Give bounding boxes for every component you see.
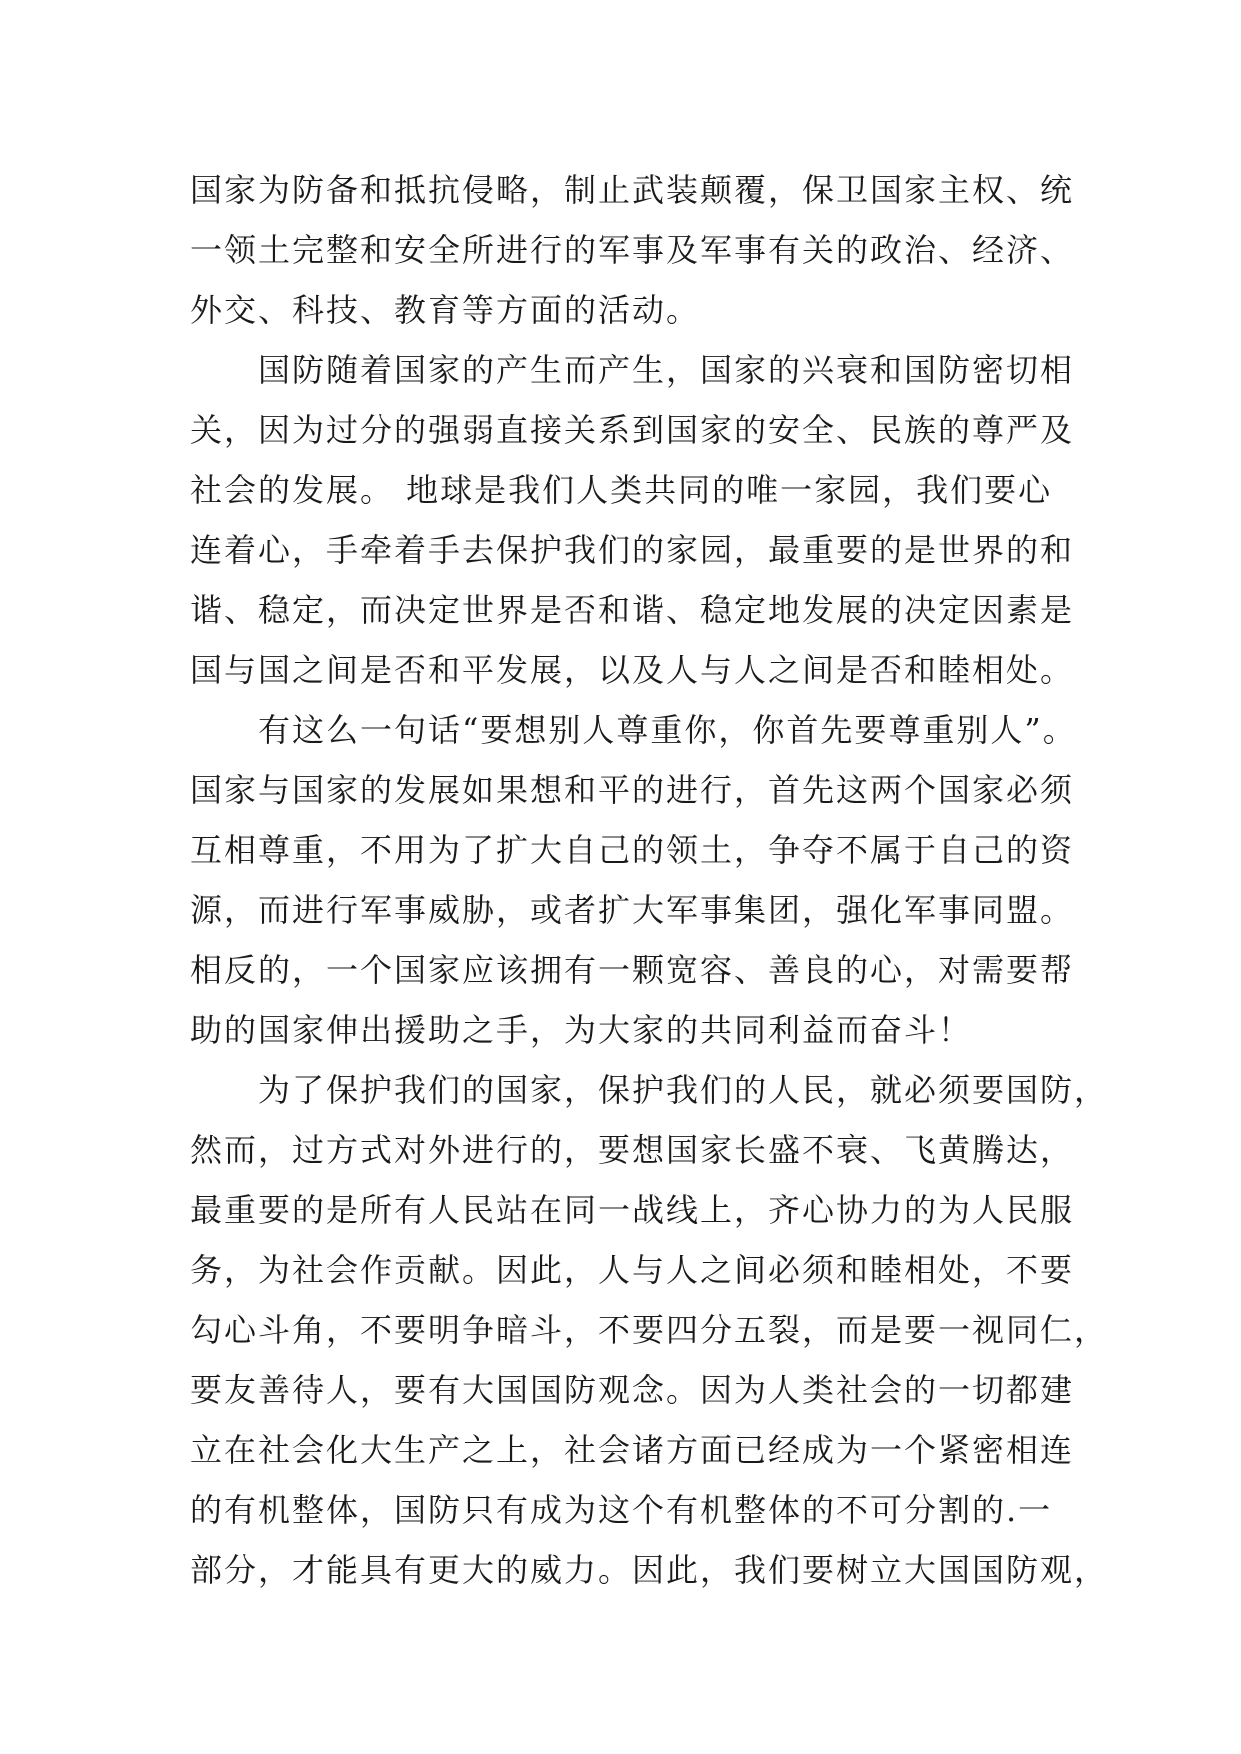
text-line: 勾心斗角，不要明争暗斗，不要四分五裂，而是要一视同仁， [190, 1311, 1109, 1349]
text-line: 有这么一句话“要想别人尊重你，你首先要尊重别人”。 [190, 711, 1077, 749]
text-line: 国防随着国家的产生而产生，国家的兴衰和国防密切相 [190, 351, 1075, 389]
text-line: 一领土完整和安全所进行的军事及军事有关的政治、经济、 [190, 231, 1075, 269]
text-line: 源，而进行军事威胁，或者扩大军事集团，强化军事同盟。 [190, 891, 1075, 929]
text-line: 国家为防备和抵抗侵略，制止武装颠覆，保卫国家主权、统 [190, 171, 1075, 209]
text-line: 部分，才能具有更大的威力。因此，我们要树立大国国防观， [190, 1551, 1109, 1589]
text-line: 要友善待人，要有大国国防观念。因为人类社会的一切都建 [190, 1371, 1075, 1409]
text-line: 国与国之间是否和平发展，以及人与人之间是否和睦相处。 [190, 651, 1075, 689]
text-line: 助的国家伸出援助之手，为大家的共同利益而奋斗！ [190, 1011, 973, 1049]
text-line: 国家与国家的发展如果想和平的进行，首先这两个国家必须 [190, 771, 1075, 809]
text-line: 然而，过方式对外进行的，要想国家长盛不衰、飞黄腾达， [190, 1131, 1075, 1169]
text-line: 为了保护我们的国家，保护我们的人民，就必须要国防， [190, 1071, 1109, 1109]
text-line: 相反的，一个国家应该拥有一颗宽容、善良的心，对需要帮 [190, 951, 1075, 989]
text-line: 社会的发展。 地球是我们人类共同的唯一家园，我们要心 [190, 471, 1053, 509]
text-line: 立在社会化大生产之上，社会诸方面已经成为一个紧密相连 [190, 1431, 1075, 1469]
text-line: 关，因为过分的强弱直接关系到国家的安全、民族的尊严及 [190, 411, 1075, 449]
text-line: 连着心，手牵着手去保护我们的家园，最重要的是世界的和 [190, 531, 1075, 569]
text-line: 的有机整体，国防只有成为这个有机整体的不可分割的.一 [190, 1491, 1053, 1529]
text-line: 外交、科技、教育等方面的活动。 [190, 291, 701, 329]
text-line: 谐、稳定，而决定世界是否和谐、稳定地发展的决定因素是 [190, 591, 1075, 629]
text-line: 务，为社会作贡献。因此，人与人之间必须和睦相处，不要 [190, 1251, 1075, 1289]
body-text [190, 160, 1109, 1600]
text-line: 最重要的是所有人民站在同一战线上，齐心协力的为人民服 [190, 1191, 1075, 1229]
text-line: 互相尊重，不用为了扩大自己的领土，争夺不属于自己的资 [190, 831, 1075, 869]
